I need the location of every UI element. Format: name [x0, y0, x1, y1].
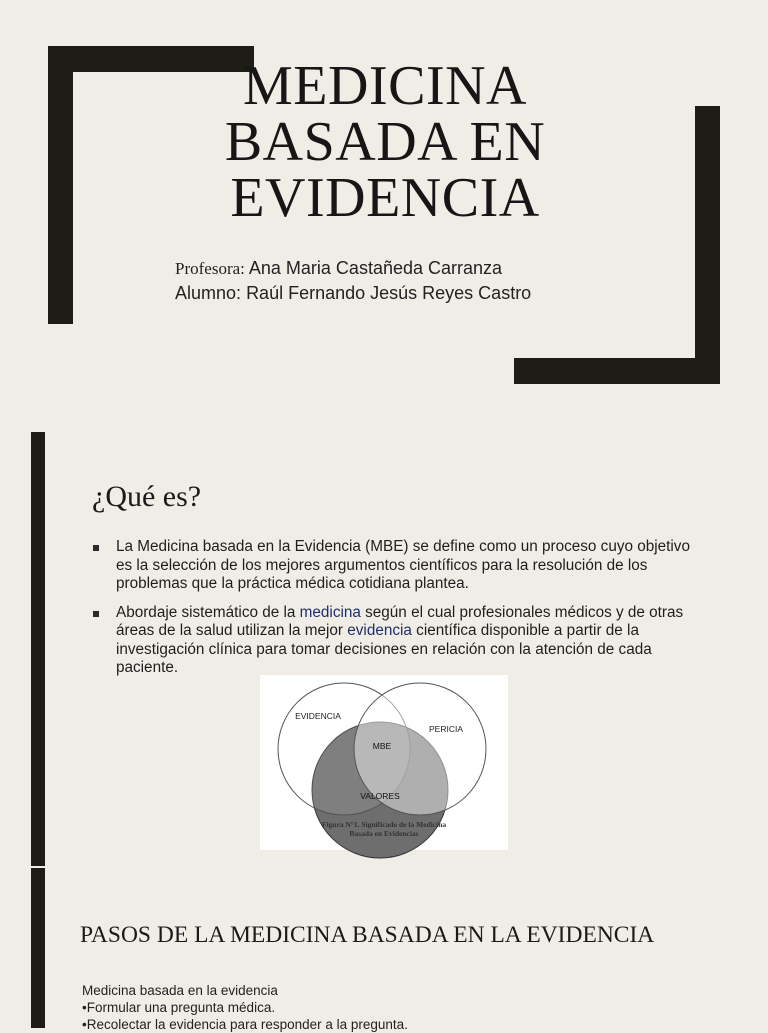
student-label: Alumno:: [175, 283, 242, 303]
student-line: [175, 281, 531, 306]
frame-top-left-vertical: [48, 46, 73, 324]
label-evidencia: EVIDENCIA: [295, 711, 341, 721]
bullet-text-2a: Abordaje sistemático de la: [116, 603, 300, 621]
steps-slide: [0, 866, 768, 1032]
list-item: [92, 538, 692, 594]
steps-text: [82, 982, 408, 1033]
frame-bottom-right-horizontal: [514, 358, 720, 384]
title-slide: [0, 0, 768, 432]
professor-name: Ana Maria Castañeda Carranza: [248, 258, 503, 278]
professor-line: [175, 256, 531, 281]
definition-slide: [0, 432, 768, 866]
list-item: [92, 604, 692, 678]
frame-bottom-right-vertical: [695, 106, 720, 384]
steps-line-3: •Recolectar la evidencia para responder a la pregunta.: [82, 1017, 408, 1032]
medicina-link[interactable]: medicina: [299, 603, 361, 621]
venn-diagram: [260, 675, 508, 850]
label-pericia: PERICIA: [428, 724, 464, 734]
figure-caption-line-1: Figura N°1. Significado de la Medicina: [321, 820, 447, 829]
left-accent-bar: [31, 432, 45, 866]
steps-line-1: Medicina basada en la evidencia: [82, 983, 278, 998]
evidencia-link[interactable]: evidencia: [347, 622, 412, 639]
title-line-3: EVIDENCIA: [230, 167, 540, 229]
slide-heading: PASOS DE LA MEDICINA BASADA EN LA EVIDENCIA: [80, 922, 655, 948]
slide-heading: ¿Qué es?: [92, 480, 202, 513]
left-accent-bar: [31, 868, 45, 1028]
label-mbe: MBE: [372, 741, 392, 751]
bullet-square-icon: [93, 545, 99, 551]
title-line-2: BASADA EN: [224, 111, 546, 173]
authors-block: [175, 256, 531, 306]
figure-caption-line-2: Basada en Evidencias: [349, 829, 419, 838]
student-name: Raúl Fernando Jesús Reyes Castro: [246, 283, 532, 303]
bullet-text-2b: según el cual profesionales médicos y de otras áreas de la salud utilizan la mejor: [116, 603, 684, 639]
bullet-text-1: La Medicina basada en la Evidencia (MBE) se define como un proceso cuyo objetivo es la selección de los mejores argumentos científicos para la resolución de los problemas que la práctica médica cotidiana plantea.: [116, 538, 690, 592]
bullet-text-2c: científica disponible a partir de la investigación clínica para tomar decisiones en relación con la atención de cada paciente.: [116, 622, 652, 676]
venn-figure: [260, 675, 508, 850]
definition-list: [92, 538, 692, 688]
slide-title: [150, 55, 620, 229]
steps-line-2: •Formular una pregunta médica.: [82, 1000, 276, 1015]
professor-label: Profesora:: [175, 259, 245, 278]
title-line-1: MEDICINA: [243, 55, 527, 117]
label-valores: VALORES: [360, 791, 400, 801]
bullet-square-icon: [93, 611, 99, 617]
